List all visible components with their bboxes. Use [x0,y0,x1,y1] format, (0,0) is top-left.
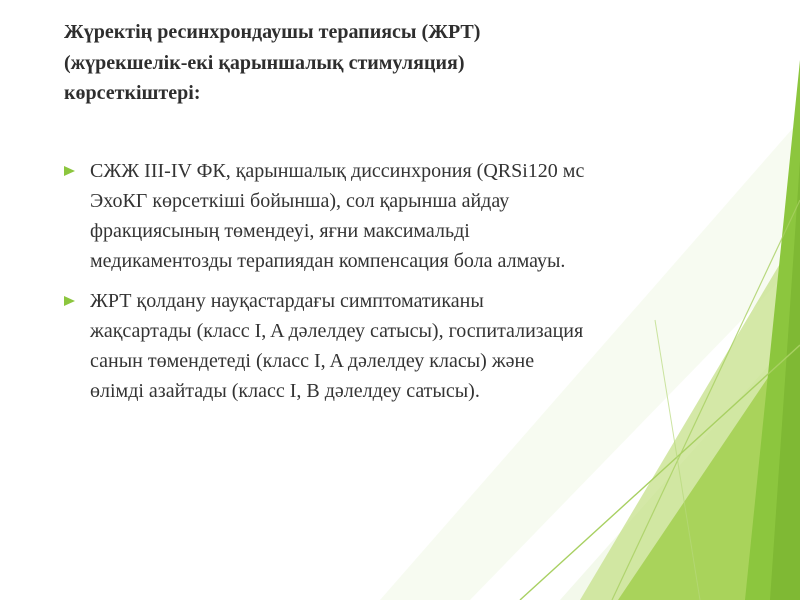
slide-title [64,17,664,109]
bullet-item-effects [64,286,764,406]
bullet-item-indications [64,156,764,276]
bullet-text-line: жақсартады (класс I, A дәлелдеу сатысы), госпитализация [90,320,584,342]
bullet-text-line: медикаментозды терапиядан компенсация бола алмауы. [90,250,566,272]
bullet-text-line: СЖЖ III-IV ФК, қарыншалық диссинхрония (QRSi120 мс [90,160,585,182]
bullet-text-line: өлімді азайтады (класс I, B дәлелдеу сатысы). [90,380,480,402]
slide-title-line: көрсеткіштері: [64,82,201,104]
triangle-right-icon [64,166,75,176]
bullet-text-line: ЭхоКГ көрсеткіші бойынша), сол қарынша айдау [90,190,510,212]
bullet-text-line: санын төмендетеді (класс I, A дәлелдеу класы) және [90,350,535,372]
triangle-right-icon [64,296,75,306]
bullet-text-line: ЖРТ қолдану науқастардағы симптоматиканы [90,290,484,312]
bullet-list [64,156,764,416]
slide-title-line: Жүректің ресинхрондаушы терапиясы (ЖРТ) [64,21,481,43]
slide-title-line: (жүрекшелік-екі қарыншалық стимуляция) [64,51,465,74]
bullet-text-line: фракциясының төмендеуі, яғни максимальді [90,220,470,242]
